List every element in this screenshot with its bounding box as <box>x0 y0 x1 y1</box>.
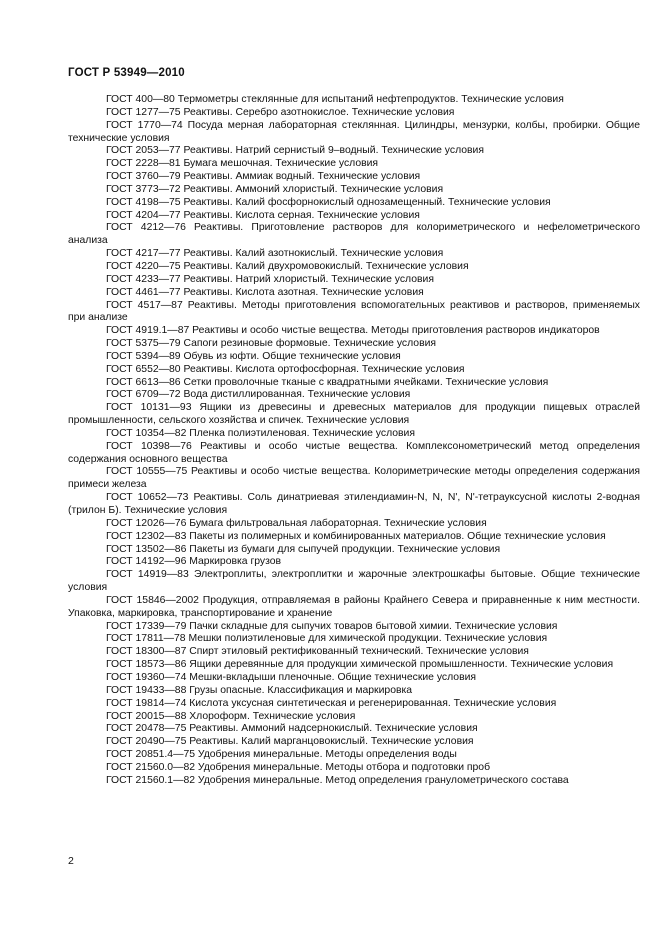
reference-entry: ГОСТ 1277—75 Реактивы. Серебро азотнокислое. Технические условия <box>106 106 455 118</box>
reference-entry: ГОСТ 20851.4—75 Удобрения минеральные. Методы определения воды <box>106 749 457 761</box>
reference-entry: ГОСТ 1770—74 Посуда мерная лабораторная стеклянная. Цилиндры, мензурки, колбы, пробирки. Общие технические условия <box>68 119 640 144</box>
reference-entry: ГОСТ 21560.0—82 Удобрения минеральные. Методы отбора и подготовки проб <box>106 761 491 773</box>
reference-entry: ГОСТ 19360—74 Мешки-вкладыши пленочные. Общие технические условия <box>106 671 477 683</box>
reference-entry: ГОСТ 17339—79 Пачки складные для сыпучих товаров бытовой химии. Технические условия <box>106 620 558 632</box>
reference-entry: ГОСТ 14192—96 Маркировка грузов <box>106 556 282 568</box>
reference-entry: ГОСТ 5394—89 Обувь из юфти. Общие технические условия <box>106 350 401 362</box>
reference-entry: ГОСТ 10354—82 Пленка полиэтиленовая. Технические условия <box>106 427 415 439</box>
reference-entry: ГОСТ 3760—79 Реактивы. Аммиак водный. Технические условия <box>106 171 421 183</box>
reference-entry: ГОСТ 400—80 Термометры стеклянные для испытаний нефтепродуктов. Технические условия <box>106 94 564 105</box>
reference-entry: ГОСТ 14919—83 Электроплиты, электроплитки и жарочные электрошкафы бытовые. Общие технические условия <box>68 569 640 594</box>
reference-entry: ГОСТ 4198—75 Реактивы. Калий фосфорнокислый однозамещенный. Технические условия <box>106 196 551 208</box>
normative-references-list <box>68 94 640 788</box>
reference-entry: ГОСТ 10652—73 Реактивы. Соль динатриевая этилендиамин-N, N, N', N'-тетрауксусной кислоты 2-водная (трилон Б). Технические условия <box>68 492 640 516</box>
reference-entry: ГОСТ 4461—77 Реактивы. Кислота азотная. Технические условия <box>106 286 424 298</box>
reference-entry: ГОСТ 21560.1—82 Удобрения минеральные. Метод определения гранулометрического состава <box>106 774 569 786</box>
reference-entry: ГОСТ 6709—72 Вода дистиллированная. Технические условия <box>106 389 411 401</box>
reference-entry: ГОСТ 12302—83 Пакеты из полимерных и комбинированных материалов. Общие технические условия <box>106 530 606 542</box>
document-header: ГОСТ Р 53949—2010 <box>68 67 185 79</box>
reference-entry: ГОСТ 19433—88 Грузы опасные. Классификация и маркировка <box>106 684 413 696</box>
reference-entry: ГОСТ 6552—80 Реактивы. Кислота ортофосфорная. Технические условия <box>106 363 465 375</box>
reference-entry: ГОСТ 4233—77 Реактивы. Натрий хлористый. Технические условия <box>106 273 434 285</box>
reference-entry: ГОСТ 4517—87 Реактивы. Методы приготовления вспомогательных реактивов и растворов, применяемых при анализе <box>68 299 640 324</box>
reference-entry: ГОСТ 17811—78 Мешки полиэтиленовые для химической продукции. Технические условия <box>106 633 548 645</box>
reference-entry: ГОСТ 15846—2002 Продукция, отправляемая в районы Крайнего Севера и приравненные к ним местности. Упаковка, маркировка, транспортирование и хранение <box>68 594 640 619</box>
reference-entry: ГОСТ 19814—74 Кислота уксусная синтетическая и регенерированная. Технические условия <box>106 697 557 709</box>
reference-entry: ГОСТ 18300—87 Спирт этиловый ректификованный технический. Технические условия <box>106 646 529 658</box>
reference-entry: ГОСТ 2053—77 Реактивы. Натрий сернистый 9–водный. Технические условия <box>106 145 484 157</box>
reference-entry: ГОСТ 20490—75 Реактивы. Калий марганцовокислый. Технические условия <box>106 736 474 748</box>
reference-entry: ГОСТ 20015—88 Хлороформ. Технические условия <box>106 710 356 722</box>
reference-entry: ГОСТ 13502—86 Пакеты из бумаги для сыпучей продукции. Технические условия <box>106 543 501 555</box>
reference-entry: ГОСТ 20478—75 Реактивы. Аммоний надсернокислый. Технические условия <box>106 723 478 735</box>
reference-entry: ГОСТ 10131—93 Ящики из древесины и древесных материалов для продукции пищевых отраслей промышленности, сельского хозяйства и спичек. Технические условия <box>68 402 640 427</box>
reference-entry: ГОСТ 4212—76 Реактивы. Приготовление растворов для колориметрического и нефелометрического анализа <box>68 222 640 247</box>
reference-entry: ГОСТ 4217—77 Реактивы. Калий азотнокислый. Технические условия <box>106 248 444 260</box>
reference-entry: ГОСТ 5375—79 Сапоги резиновые формовые. Технические условия <box>106 338 437 350</box>
reference-entry: ГОСТ 10555—75 Реактивы и особо чистые вещества. Колориметрические методы определения содержания примеси железа <box>68 466 640 491</box>
reference-entry: ГОСТ 18573—86 Ящики деревянные для продукции химической промышленности. Технические условия <box>106 659 614 671</box>
reference-entry: ГОСТ 4919.1—87 Реактивы и особо чистые вещества. Методы приготовления растворов индикаторов <box>106 325 600 337</box>
reference-entry: ГОСТ 4220—75 Реактивы. Калий двухромовокислый. Технические условия <box>106 260 469 272</box>
reference-entry: ГОСТ 4204—77 Реактивы. Кислота серная. Технические условия <box>106 209 420 221</box>
page-number: 2 <box>68 855 74 867</box>
reference-entry: ГОСТ 10398—76 Реактивы и особо чистые вещества. Комплексонометрический метод определения содержания основного вещества <box>68 440 640 465</box>
reference-entry: ГОСТ 2228—81 Бумага мешочная. Технические условия <box>106 158 379 170</box>
reference-entry: ГОСТ 6613—86 Сетки проволочные тканые с квадратными ячейками. Технические условия <box>106 376 549 388</box>
reference-entry: ГОСТ 12026—76 Бумага фильтровальная лабораторная. Технические условия <box>106 517 487 529</box>
reference-entry: ГОСТ 3773—72 Реактивы. Аммоний хлористый. Технические условия <box>106 183 444 195</box>
